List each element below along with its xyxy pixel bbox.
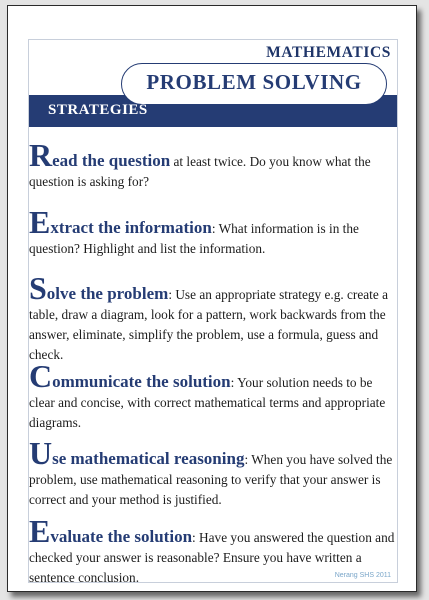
strategy-body: : Have you answered the question and checked your answer is reasonable? Ensure you have written a sentence conclusion.: [29, 530, 395, 585]
drop-cap: E: [29, 204, 51, 240]
strategy-text: [29, 204, 399, 259]
drop-cap: U: [29, 435, 53, 471]
strategy-body: : What information is in the question? Highlight and list the information.: [29, 221, 359, 256]
poster-sheet: [7, 5, 417, 592]
strategy-text: [29, 137, 399, 192]
strategy-body: at least twice. Do you know what the question is asking for?: [29, 154, 371, 189]
strategy-text: [29, 358, 399, 433]
title-pill: [121, 63, 387, 105]
strategy-body: : Your solution needs to be clear and concise, with correct mathematical terms and appropriate diagrams.: [29, 375, 386, 430]
drop-cap: E: [29, 513, 51, 549]
strategy-read: [29, 137, 399, 210]
drop-cap: S: [29, 270, 47, 306]
page-title: PROBLEM SOLVING: [146, 70, 362, 94]
strategy-heading: se mathematical reasoning: [52, 449, 245, 468]
strategy-heading: ommunicate the solution: [52, 372, 231, 391]
drop-cap: C: [29, 358, 53, 394]
poster-frame: [28, 39, 398, 583]
footer-credit: Nerang SHS 2011: [334, 572, 391, 579]
strategy-body: : When you have solved the problem, use mathematical reasoning to verify that your answer is correct and your method is justified.: [29, 452, 393, 507]
drop-cap: R: [29, 137, 53, 173]
strategy-list: [29, 137, 399, 589]
strategy-text: [29, 435, 399, 510]
strategy-heading: xtract the information: [50, 218, 212, 237]
strategy-heading: olve the problem: [46, 284, 169, 303]
strategy-extract: [29, 204, 399, 276]
strategy-text: [29, 270, 399, 365]
strategy-heading: valuate the solution: [50, 527, 193, 546]
subject-label: MATHEMATICS: [266, 44, 391, 61]
strategy-reasoning: [29, 435, 399, 519]
strategies-label: STRATEGIES: [48, 102, 148, 118]
strategy-heading: ead the question: [52, 151, 171, 170]
strategy-communicate: [29, 358, 399, 441]
strategy-body: : Use an appropriate strategy e.g. create a table, draw a diagram, look for a pattern, work backwards from the answer, eliminate, simplify the problem, use a formula, guess and check.: [29, 287, 388, 362]
strategy-solve: [29, 270, 399, 364]
